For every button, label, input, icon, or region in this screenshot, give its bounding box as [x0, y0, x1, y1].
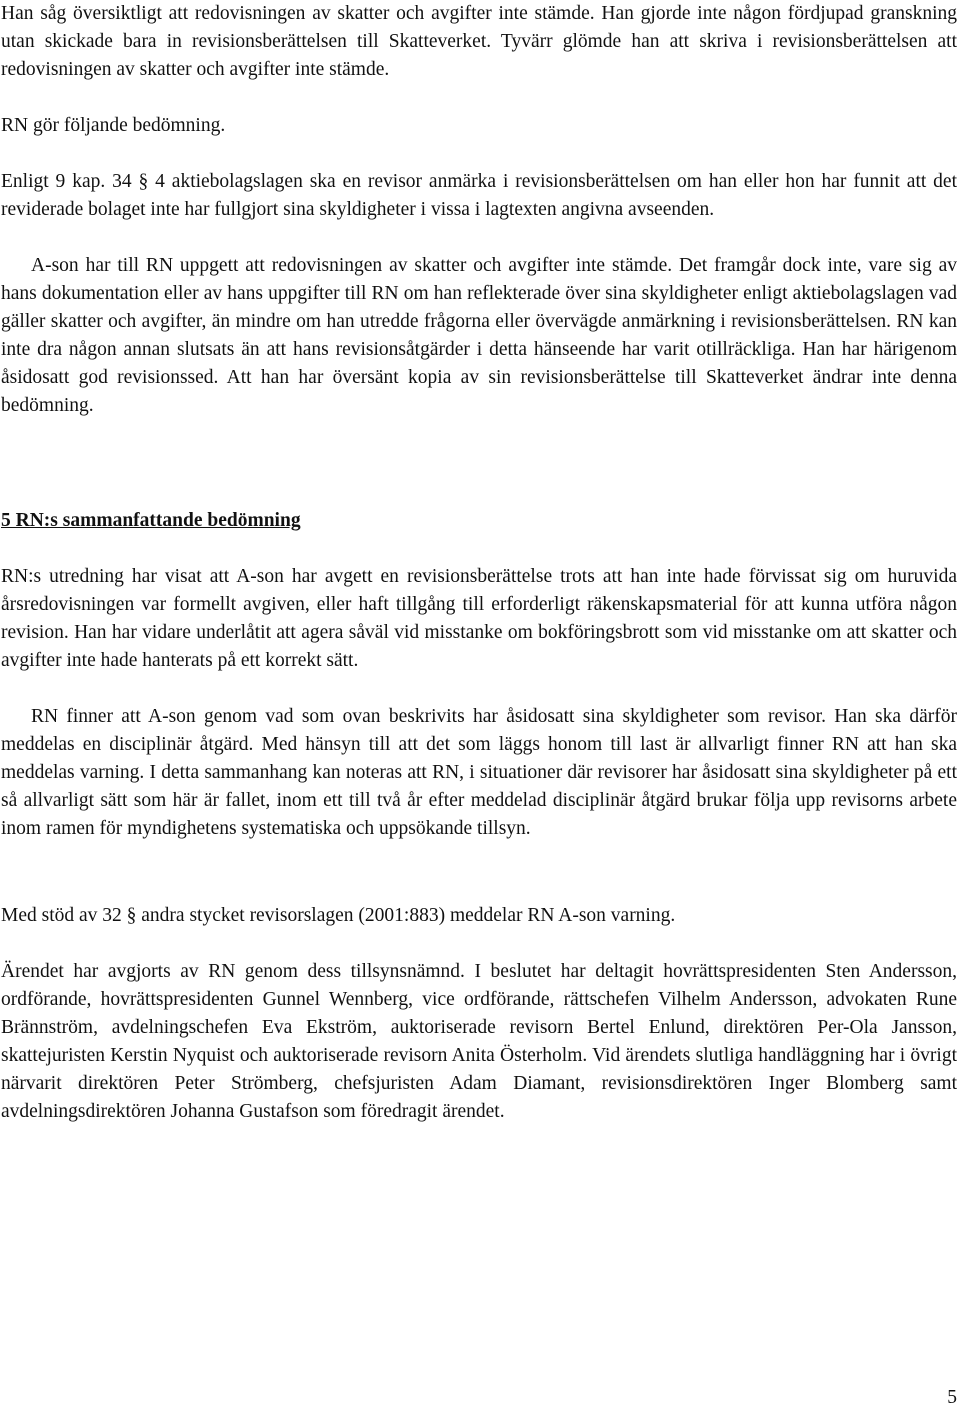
section-heading-summary: 5 RN:s sammanfattande bedömning — [1, 510, 301, 531]
paragraph-rn-assessment: RN gör följande bedömning. — [1, 115, 226, 136]
paragraph-assessment-body: A-son har till RN uppgett att redovisningen av skatter och avgifter inte stämde. Det framgår dock inte, vare sig av hans dokumentation eller av hans uppgifter till RN om han reflekterade över sina skyldigheter enligt aktiebolagslagen vad gäller skatter och avgifter, än mindre om han utredde frågorna eller övervägde anmärkning i revisionsberättelsen. RN kan inte dra någon annan slutsats än att hans revisionsåtgärder i detta hänseende har varit otillräckliga. Han har härigenom åsidosatt god revisionssed. Att han har översänt kopia av sin revisionsberättelse till Skatteverket ändrar inte denna bedömning. — [1, 255, 957, 416]
paragraph-law-reference: Enligt 9 kap. 34 § 4 aktiebolagslagen ska en revisor anmärka i revisionsberättelsen om han eller hon har funnit att det reviderade bolaget inte har fullgjort sina skyldigheter i vissa i lagtexten angivna avseenden. — [1, 171, 957, 220]
paragraph-decision: Med stöd av 32 § andra stycket revisorslagen (2001:883) meddelar RN A-son varning. — [1, 905, 676, 926]
paragraph-intro: Han såg översiktligt att redovisningen av skatter och avgifter inte stämde. Han gjorde inte någon fördjupad granskning utan skickade bara in revisionsberättelsen till Skatteverket. Tyvärr glömde han att skriva i revisionsberättelsen att redovisningen av skatter och avgifter inte stämde. — [1, 3, 957, 80]
paragraph-summary-conclusion: RN finner att A-son genom vad som ovan beskrivits har åsidosatt sina skyldigheter som revisor. Han ska därför meddelas en disciplinär åtgärd. Med hänsyn till att det som läggs honom till last är allvarligt finner RN att han ska meddelas varning. I detta sammanhang kan noteras att RN, i situationer där revisorer har åsidosatt sina skyldigheter på ett så allvarligt sätt som här är fallet, inom ett till två år efter meddelad disciplinär åtgärd brukar följa upp revisorns arbete inom ramen för myndighetens systematiska och uppsökande tillsyn. — [1, 706, 957, 839]
paragraph-summary-findings: RN:s utredning har visat att A-son har avgett en revisionsberättelse trots att han inte hade förvissat sig om huruvida årsredovisningen var formellt avgiven, eller haft tillgång till erforderligt räkenskapsmaterial för att kunna utföra någon revision. Han har vidare underlåtit att agera såväl vid misstanke om bokföringsbrott som vid misstanke om att skatter och avgifter inte hade hanterats på ett korrekt sätt. — [1, 566, 957, 671]
page-number: 5 — [947, 1387, 957, 1408]
paragraph-closing-participants: Ärendet har avgjorts av RN genom dess tillsynsnämnd. I beslutet har deltagit hovrättspresidenten Sten Andersson, ordförande, hovrättspresidenten Gunnel Wennberg, vice ordförande, rättschefen Vilhelm Andersson, advokaten Rune Brännström, avdelningschefen Eva Ekström, auktoriserade revisorn Bertel Enlund, direktören Per-Ola Jansson, skattejuristen Kerstin Nyquist och auktoriserade revisorn Anita Österholm. Vid ärendets slutliga handläggning har i övrigt närvarit direktören Peter Strömberg, chefsjuristen Adam Diamant, revisionsdirektören Inger Blomberg samt avdelningsdirektören Johanna Gustafson som föredragit ärendet. — [1, 961, 957, 1122]
